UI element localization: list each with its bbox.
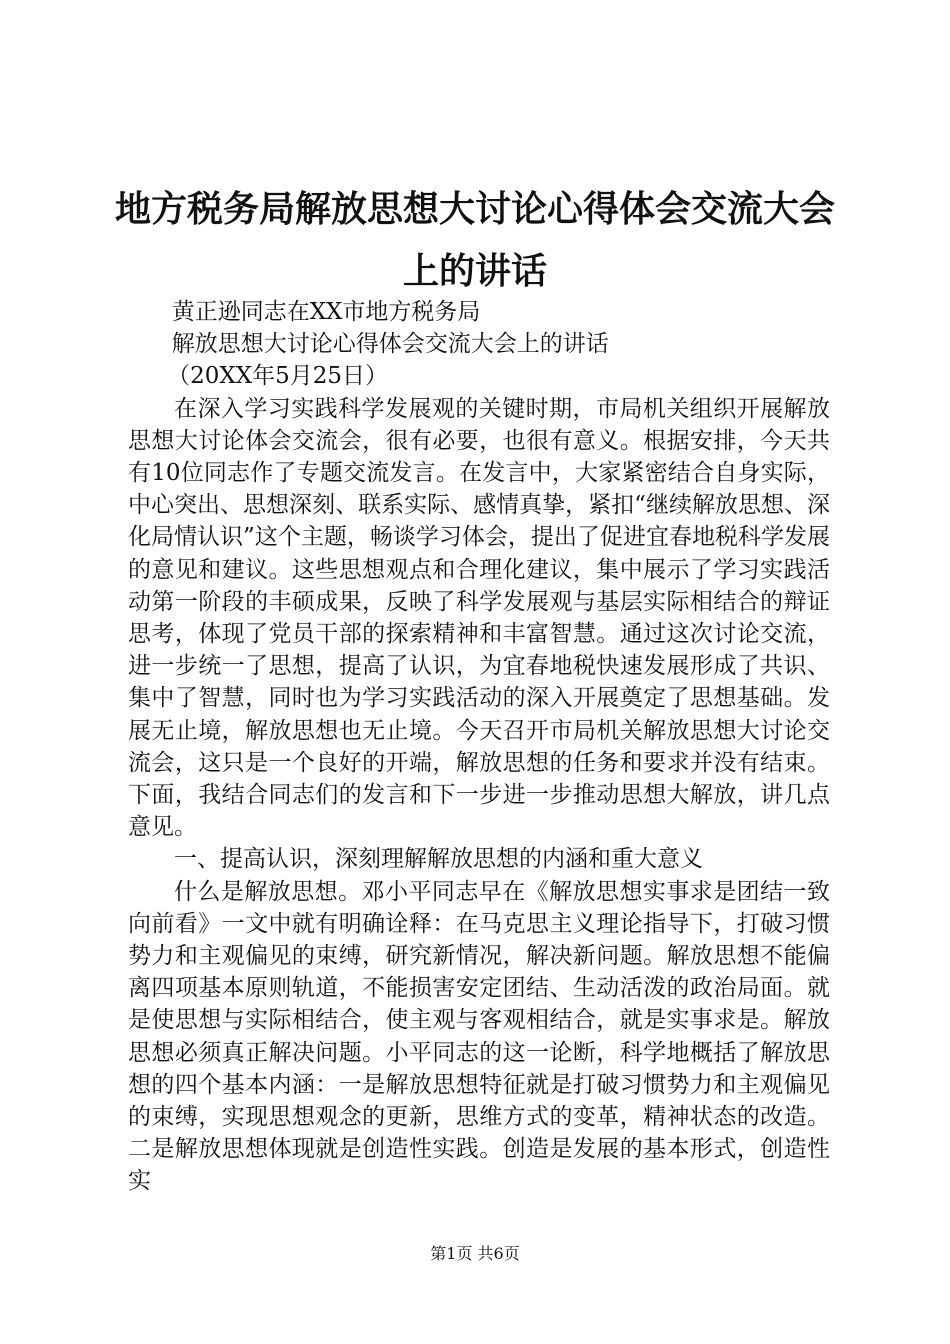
document-title-line-1: 地方税务局解放思想大讨论心得体会交流大会 — [114, 189, 835, 230]
byline-event: 解放思想大讨论心得体会交流大会上的讲话 — [171, 331, 609, 358]
page-footer: 第1页 共6页 — [430, 1244, 520, 1263]
paragraph-intro: 在深入学习实践科学发展观的关键时期，市局机关组织开展解放思想大讨论体会交流会，很有必要，也很有意义。根据安排，今天共有10位同志作了专题交流发言。在发言中，大家紧密结合自身实际，中心突出、思想深刻、联系实际、感情真挚，紧扣“继续解放思想、深化局情认识”这个主题，畅谈学习体会，提出了促进宜春地税科学发展的意见和建议。这些思想观点和合理化建议，集中展示了学习实践活动第一阶段的丰硕成果，反映了科学发展观与基层实际相结合的辩证思考，体现了党员干部的探索精神和丰富智慧。通过这次讨论交流，进一步统一了思想，提高了认识，为宜春地税快速发展形成了共识、集中了智慧，同时也为学习实践活动的深入开展奠定了思想基础。发展无止境，解放思想也无止境。今天召开市局机关解放思想大讨论交流会，这只是一个良好的开端，解放思想的任务和要求并没有结束。下面，我结合同志们的发言和下一步进一步推动思想大解放，讲几点意见。 — [128, 395, 830, 841]
byline-speaker: 黄正逊同志在XX市地方税务局 — [171, 299, 481, 325]
document-body — [128, 296, 830, 1198]
paragraph-section-1: 什么是解放思想。邓小平同志早在《解放思想实事求是团结一致向前看》一文中就有明确诠释：在马克思主义理论指导下，打破习惯势力和主观偏见的束缚，研究新情况，解决新问题。解放思想不能偏离四项基本原则轨道，不能损害安定团结、生动活泼的政治局面。就是使思想与实际相结合，使主观与客观相结合，就是实事求是。解放思想必须真正解决问题。小平同志的这一论断，科学地概括了解放思想的四个基本内涵：一是解放思想特征就是打破习惯势力和主观偏见的束缚，实现思想观念的更新，思维方式的变革，精神状态的改造。二是解放思想体现就是创造性实践。创造是发展的基本形式，创造性实 — [128, 878, 830, 1195]
section-heading-1: 一、提高认识，深刻理解解放思想的内涵和重大意义 — [174, 846, 703, 873]
document-title-line-2: 上的讲话 — [402, 251, 547, 292]
speech-date: （20XX年5月25日） — [167, 363, 389, 390]
